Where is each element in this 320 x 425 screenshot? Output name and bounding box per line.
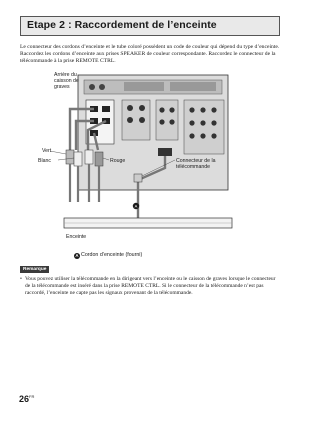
label-enceinte: Enceinte bbox=[66, 234, 87, 240]
rca-jack bbox=[211, 120, 216, 125]
remarque-tag: Remarque bbox=[20, 266, 49, 273]
remote-ctrl-jack bbox=[158, 148, 172, 156]
remarque-text: Vous pouvez utiliser la télécommande en la dirigeant vers l’enceinte ou le caisson de graves lorsque le connecteur de la télécommande est inséré dans la prise REMOTE CTRL. Si le connecteur de la télécommande n’est pas raccordé, l’enceinte ne capte pas les signaux provenant de la télécommande. bbox=[25, 276, 276, 296]
plug-remote bbox=[134, 174, 142, 182]
panel-jack bbox=[89, 84, 95, 90]
panel-jack bbox=[99, 84, 105, 90]
plug-blanc bbox=[85, 150, 93, 164]
rca-jack bbox=[211, 133, 216, 138]
cable-note-badge: A bbox=[75, 253, 79, 258]
rca-jack bbox=[200, 107, 205, 112]
rca-jack bbox=[139, 117, 145, 123]
rca-jack bbox=[189, 133, 194, 138]
rca-jack bbox=[189, 107, 194, 112]
rca-jack bbox=[211, 107, 216, 112]
cable-note-text: Cordon d’enceinte (fourni) bbox=[81, 252, 143, 258]
label-vert: Vert bbox=[42, 148, 52, 154]
terminal-slot bbox=[102, 106, 110, 112]
plug-vert bbox=[66, 150, 74, 164]
rca-jack bbox=[127, 117, 133, 123]
rca-jack bbox=[200, 133, 205, 138]
intro-paragraph: Le connecteur des cordons d’enceinte et le tube coloré possèdent un code de couleur qui dépend du type d’enceinte. Raccordez les cordons d’enceinte aux prises SPEAKER de couleur correspondante. Raccordez le connecteur de la télécommande à la prise REMOTE CTRL. bbox=[20, 44, 280, 65]
plug-rouge bbox=[95, 152, 103, 166]
page-number bbox=[19, 394, 34, 404]
connection-diagram bbox=[40, 70, 265, 252]
rca-jack bbox=[169, 107, 174, 112]
connector-panel bbox=[122, 100, 150, 140]
label-back-line-1: Arrière du bbox=[54, 72, 77, 78]
rca-jack bbox=[200, 120, 205, 125]
rca-jack bbox=[139, 105, 145, 111]
panel-section bbox=[170, 82, 216, 91]
plug-blanc bbox=[74, 152, 82, 166]
label-blanc: Blanc bbox=[38, 158, 51, 164]
leader-line bbox=[50, 151, 66, 154]
cable-note bbox=[74, 252, 142, 259]
cable-marker-letter: A bbox=[134, 203, 138, 209]
label-remote-line-2: télécommande bbox=[176, 164, 211, 170]
page-number-suffix: FR bbox=[29, 394, 35, 399]
panel-section bbox=[124, 82, 164, 91]
label-remote-line-1: Connecteur de la bbox=[176, 158, 216, 164]
label-rouge: Rouge bbox=[110, 158, 126, 164]
rca-jack bbox=[159, 119, 164, 124]
section-title: Etape 2 : Raccordement de l’enceinte bbox=[27, 19, 217, 31]
rca-jack bbox=[127, 105, 133, 111]
label-back-line-3: graves bbox=[54, 84, 70, 90]
rca-jack bbox=[169, 119, 174, 124]
remarque-paragraph bbox=[20, 276, 282, 297]
remarque-bullet: • bbox=[20, 276, 22, 282]
section-title-bar bbox=[20, 16, 280, 36]
rca-jack bbox=[189, 120, 194, 125]
rca-jack bbox=[159, 107, 164, 112]
label-back-line-2: caisson de bbox=[54, 78, 79, 84]
page-number-value: 26 bbox=[19, 394, 30, 404]
connector-panel bbox=[156, 100, 178, 140]
